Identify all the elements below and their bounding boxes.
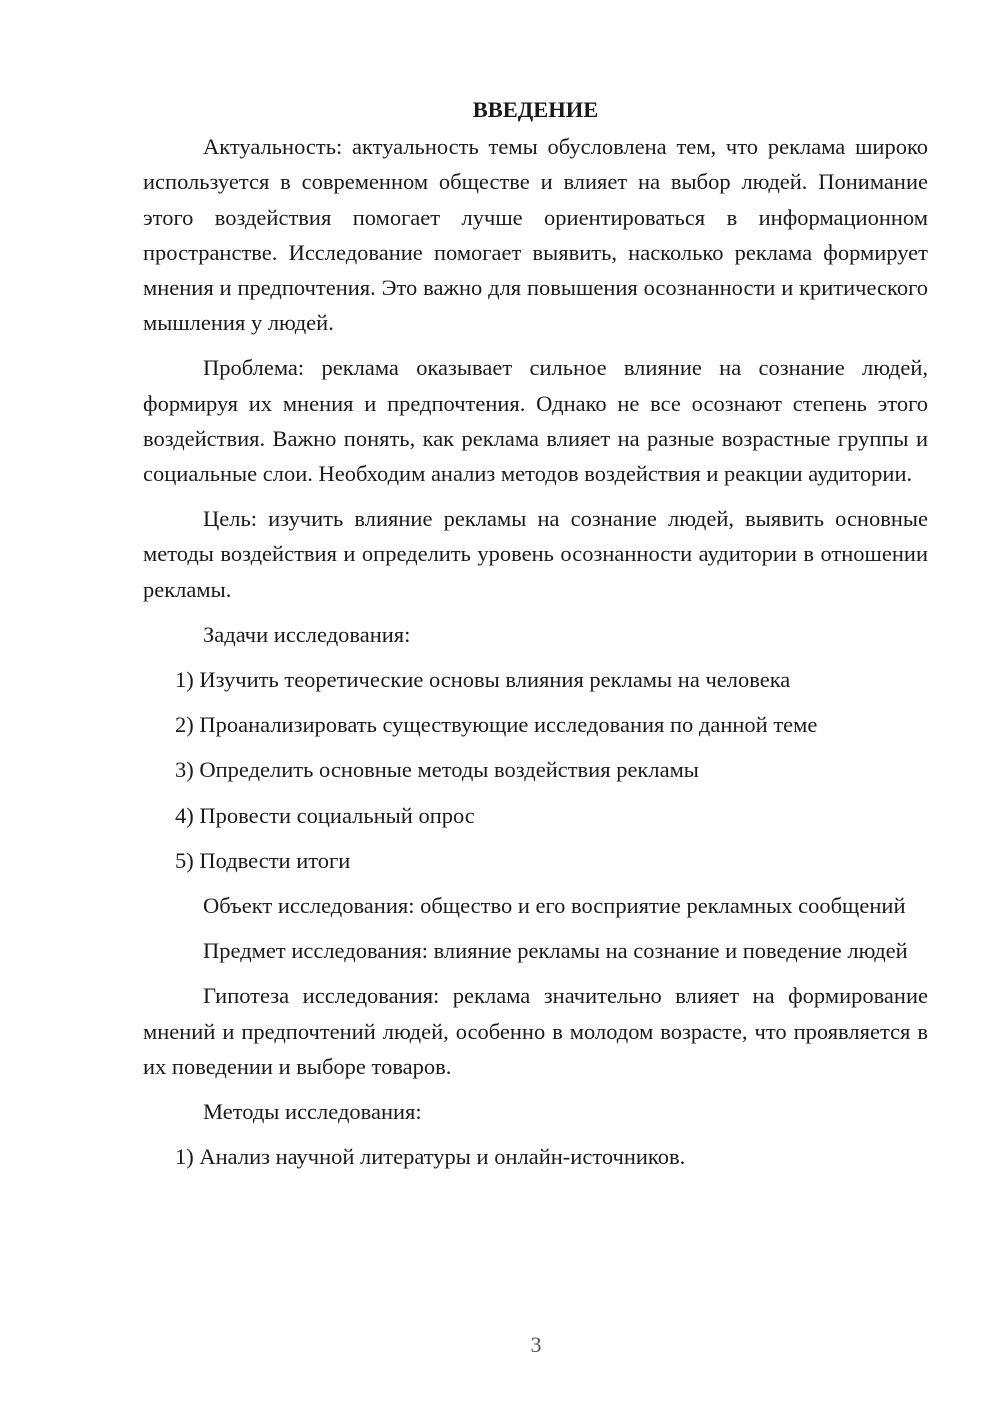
task-item: 2) Проанализировать существующие исследования по данной теме	[175, 712, 818, 738]
paragraph-object: Объект исследования: общество и его восприятие рекламных сообщений	[203, 893, 906, 919]
task-item: 3) Определить основные методы воздействия рекламы	[175, 757, 699, 783]
document-body	[143, 92, 928, 1184]
page-number: 3	[530, 1332, 542, 1357]
methods-heading: Методы исследования:	[203, 1099, 422, 1125]
paragraph-problem: Проблема: реклама оказывает сильное влияние на сознание людей, формируя их мнения и предпочтения. Однако не все осознают степень этого воздействия. Важно понять, как реклама влияет на разные возрастные группы и социальные слои. Необходим анализ методов воздействия и реакции аудитории.	[143, 355, 928, 487]
paragraph-relevance: Актуальность: актуальность темы обусловлена тем, что реклама широко используется в современном обществе и влияет на выбор людей. Понимание этого воздействия помогает лучше ориентироваться в информационном пространстве. Исследование помогает выявить, насколько реклама формирует мнения и предпочтения. Это важно для повышения осознанности и критического мышления у людей.	[143, 134, 928, 336]
task-item: 1) Изучить теоретические основы влияния рекламы на человека	[175, 667, 791, 693]
tasks-heading: Задачи исследования:	[203, 621, 411, 647]
task-item: 5) Подвести итоги	[175, 847, 351, 873]
method-item: 1) Анализ научной литературы и онлайн-источников.	[175, 1144, 686, 1170]
document-title: ВВЕДЕНИЕ	[472, 97, 599, 122]
task-item: 4) Провести социальный опрос	[175, 802, 475, 828]
paragraph-goal: Цель: изучить влияние рекламы на сознание людей, выявить основные методы воздействия и определить уровень осознанности аудитории в отношении рекламы.	[143, 506, 928, 602]
paragraph-hypothesis: Гипотеза исследования: реклама значительно влияет на формирование мнений и предпочтений людей, особенно в молодом возрасте, что проявляется в их поведении и выборе товаров.	[143, 983, 928, 1079]
paragraph-subject: Предмет исследования: влияние рекламы на сознание и поведение людей	[203, 938, 908, 964]
